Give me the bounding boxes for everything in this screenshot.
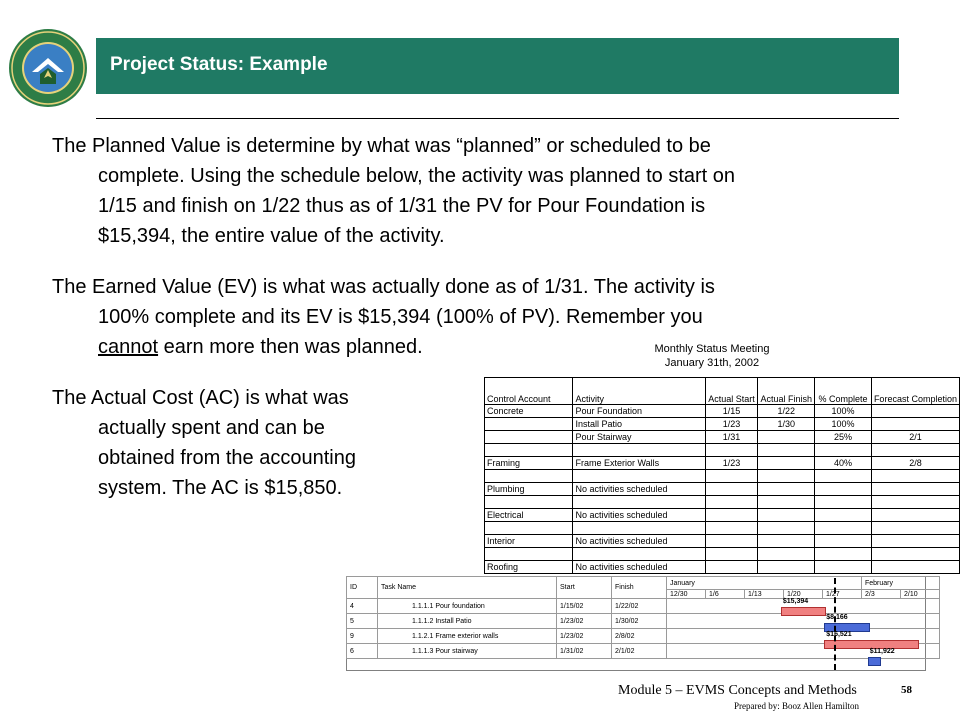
- gantt-cost-label: $11,922: [869, 648, 895, 655]
- gantt-cost-label: $8,166: [826, 614, 848, 621]
- status-col-header: Forecast Completion: [871, 378, 959, 405]
- status-cell: 1/15: [705, 405, 758, 418]
- status-cell: [485, 470, 573, 483]
- status-row: [485, 509, 960, 522]
- gantt-cell: 1/23/02: [557, 629, 612, 644]
- status-cell: [758, 509, 815, 522]
- gantt-cell: 5: [347, 614, 378, 629]
- status-cell: [758, 496, 815, 509]
- gantt-cell: 2/1/02: [612, 644, 667, 659]
- doe-seal-logo: [8, 28, 88, 108]
- status-cell: [815, 444, 872, 457]
- status-col-header: Actual Finish: [758, 378, 815, 405]
- footer-prepared-by: Prepared by: Booz Allen Hamilton: [734, 701, 859, 711]
- status-cell: [871, 548, 959, 561]
- text-line: 1/15 and finish on 1/22 thus as of 1/31 the PV for Pour Foundation is: [98, 195, 706, 217]
- status-cell: No activities scheduled: [573, 561, 705, 574]
- status-cell: [758, 548, 815, 561]
- status-cell: Interior: [485, 535, 573, 548]
- status-cell: Framing: [485, 457, 573, 470]
- status-row: [485, 444, 960, 457]
- status-cell: [705, 496, 758, 509]
- status-row: [485, 561, 960, 574]
- gantt-bar: [868, 657, 881, 666]
- status-cell: 2/1: [871, 431, 959, 444]
- status-cell: [758, 561, 815, 574]
- status-cell: [871, 483, 959, 496]
- status-cell: [705, 470, 758, 483]
- status-cell: Install Patio: [573, 418, 705, 431]
- status-cell: [871, 509, 959, 522]
- text-line: complete. Using the schedule below, the activity was planned to start on: [98, 165, 736, 187]
- status-cell: [871, 535, 959, 548]
- text-line: $15,394, the entire value of the activity.: [98, 225, 445, 247]
- text-line: 100% complete and its EV is $15,394 (100% of PV). Remember you: [98, 306, 703, 328]
- gantt-month: February: [862, 577, 940, 590]
- gantt-cell: 1.1.1.1 Pour foundation: [378, 599, 557, 614]
- status-cell: [705, 444, 758, 457]
- status-cell: 1/23: [705, 418, 758, 431]
- text-line: The Actual Cost (AC) is what was: [52, 387, 349, 409]
- status-cell: [871, 405, 959, 418]
- status-row: [485, 457, 960, 470]
- status-cell: Electrical: [485, 509, 573, 522]
- status-col-header: % Complete: [815, 378, 872, 405]
- gantt-col-header: ID: [347, 577, 378, 599]
- text-fragment: earn more then was planned.: [158, 336, 423, 358]
- status-cell: [758, 444, 815, 457]
- gantt-week: 2/10: [901, 590, 940, 599]
- status-cell: [815, 470, 872, 483]
- status-cell: [573, 548, 705, 561]
- status-cell: 1/30: [758, 418, 815, 431]
- gantt-task-row: [347, 599, 940, 614]
- status-cell: 25%: [815, 431, 872, 444]
- status-cell: No activities scheduled: [573, 509, 705, 522]
- status-row: [485, 522, 960, 535]
- status-row: [485, 535, 960, 548]
- status-cell: [758, 522, 815, 535]
- status-cell: [758, 431, 815, 444]
- status-cell: [871, 496, 959, 509]
- status-row: [485, 431, 960, 444]
- status-date-line: [834, 578, 836, 670]
- status-cell: [705, 509, 758, 522]
- gantt-cell: 1/22/02: [612, 599, 667, 614]
- status-cell: [871, 418, 959, 431]
- gantt-week: 1/27: [823, 590, 862, 599]
- status-cell: 2/8: [871, 457, 959, 470]
- gantt-col-header: Start: [557, 577, 612, 599]
- status-cell: [815, 509, 872, 522]
- status-title-line: Monthly Status Meeting: [654, 343, 770, 355]
- status-row: [485, 470, 960, 483]
- status-cell: [871, 561, 959, 574]
- status-title-line: January 31th, 2002: [664, 357, 760, 369]
- status-row: [485, 483, 960, 496]
- status-row: [485, 496, 960, 509]
- status-cell: [815, 496, 872, 509]
- emphasis-word: cannot: [98, 336, 159, 358]
- status-cell: [871, 444, 959, 457]
- gantt-cell: 1.1.1.3 Pour stairway: [378, 644, 557, 659]
- status-col-header: Actual Start: [705, 378, 758, 405]
- gantt-month: January: [667, 577, 862, 590]
- status-cell: [815, 535, 872, 548]
- gantt-cell: 1.1.1.2 Install Patio: [378, 614, 557, 629]
- status-cell: [485, 444, 573, 457]
- gantt-week: 1/20: [784, 590, 823, 599]
- gantt-week: 12/30: [667, 590, 706, 599]
- gantt-cell: 9: [347, 629, 378, 644]
- status-cell: [758, 483, 815, 496]
- status-cell: [705, 561, 758, 574]
- status-cell: [815, 548, 872, 561]
- status-cell: Pour Stairway: [573, 431, 705, 444]
- gantt-col-header: Finish: [612, 577, 667, 599]
- status-cell: 1/22: [758, 405, 815, 418]
- text-line: The Planned Value is determine by what was “planned” or scheduled to be: [52, 135, 711, 157]
- text-line: The Earned Value (EV) is what was actually done as of 1/31. The activity is: [52, 276, 715, 298]
- status-cell: [758, 535, 815, 548]
- paragraph-planned-value: [52, 131, 902, 251]
- gantt-week: 1/13: [745, 590, 784, 599]
- status-cell: [705, 548, 758, 561]
- gantt-bar: [781, 607, 826, 616]
- status-row: [485, 418, 960, 431]
- status-cell: [485, 431, 573, 444]
- status-cell: [485, 496, 573, 509]
- gantt-cell: 1/30/02: [612, 614, 667, 629]
- status-cell: [573, 522, 705, 535]
- status-cell: Frame Exterior Walls: [573, 457, 705, 470]
- status-cell: [705, 535, 758, 548]
- text-line: obtained from the accounting: [98, 447, 356, 469]
- status-cell: [485, 548, 573, 561]
- status-cell: Roofing: [485, 561, 573, 574]
- status-row: [485, 548, 960, 561]
- status-cell: [705, 522, 758, 535]
- status-cell: [573, 470, 705, 483]
- status-cell: [573, 496, 705, 509]
- status-cell: [815, 561, 872, 574]
- status-cell: Pour Foundation: [573, 405, 705, 418]
- status-col-header: Control Account: [485, 378, 573, 405]
- status-col-header: Activity: [573, 378, 705, 405]
- gantt-cost-label: $15,394: [782, 598, 809, 605]
- gantt-cell: 6: [347, 644, 378, 659]
- gantt-cell: 1/31/02: [557, 644, 612, 659]
- status-cell: [705, 483, 758, 496]
- gantt-cell: 1/15/02: [557, 599, 612, 614]
- status-cell: [815, 483, 872, 496]
- status-table-title: [622, 342, 802, 370]
- status-cell: No activities scheduled: [573, 535, 705, 548]
- status-cell: No activities scheduled: [573, 483, 705, 496]
- status-cell: 1/31: [705, 431, 758, 444]
- status-cell: 1/23: [705, 457, 758, 470]
- status-cell: Plumbing: [485, 483, 573, 496]
- gantt-week: 2/3: [862, 590, 901, 599]
- status-cell: 100%: [815, 418, 872, 431]
- status-cell: [871, 522, 959, 535]
- gantt-col-header: Task Name: [378, 577, 557, 599]
- paragraph-actual-cost: [52, 383, 472, 503]
- status-cell: [815, 522, 872, 535]
- status-cell: [573, 444, 705, 457]
- text-line: system. The AC is $15,850.: [98, 477, 343, 499]
- status-cell: 40%: [815, 457, 872, 470]
- status-cell: [758, 457, 815, 470]
- status-row: [485, 405, 960, 418]
- page-number: 58: [901, 684, 912, 696]
- status-table: [484, 377, 960, 574]
- status-cell: Concrete: [485, 405, 573, 418]
- status-cell: [871, 470, 959, 483]
- slide-title: Project Status: Example: [110, 54, 328, 75]
- divider: [96, 118, 899, 119]
- gantt-week: 1/6: [706, 590, 745, 599]
- gantt-cell: 4: [347, 599, 378, 614]
- status-cell: [758, 470, 815, 483]
- gantt-cell: 1/23/02: [557, 614, 612, 629]
- status-cell: [485, 522, 573, 535]
- status-cell: 100%: [815, 405, 872, 418]
- gantt-cost-label: $16,521: [826, 631, 852, 638]
- gantt-cell: 2/8/02: [612, 629, 667, 644]
- text-line: actually spent and can be: [98, 417, 325, 439]
- footer-module: Module 5 – EVMS Concepts and Methods: [618, 683, 857, 698]
- gantt-cell: 1.1.2.1 Frame exterior walls: [378, 629, 557, 644]
- status-cell: [485, 418, 573, 431]
